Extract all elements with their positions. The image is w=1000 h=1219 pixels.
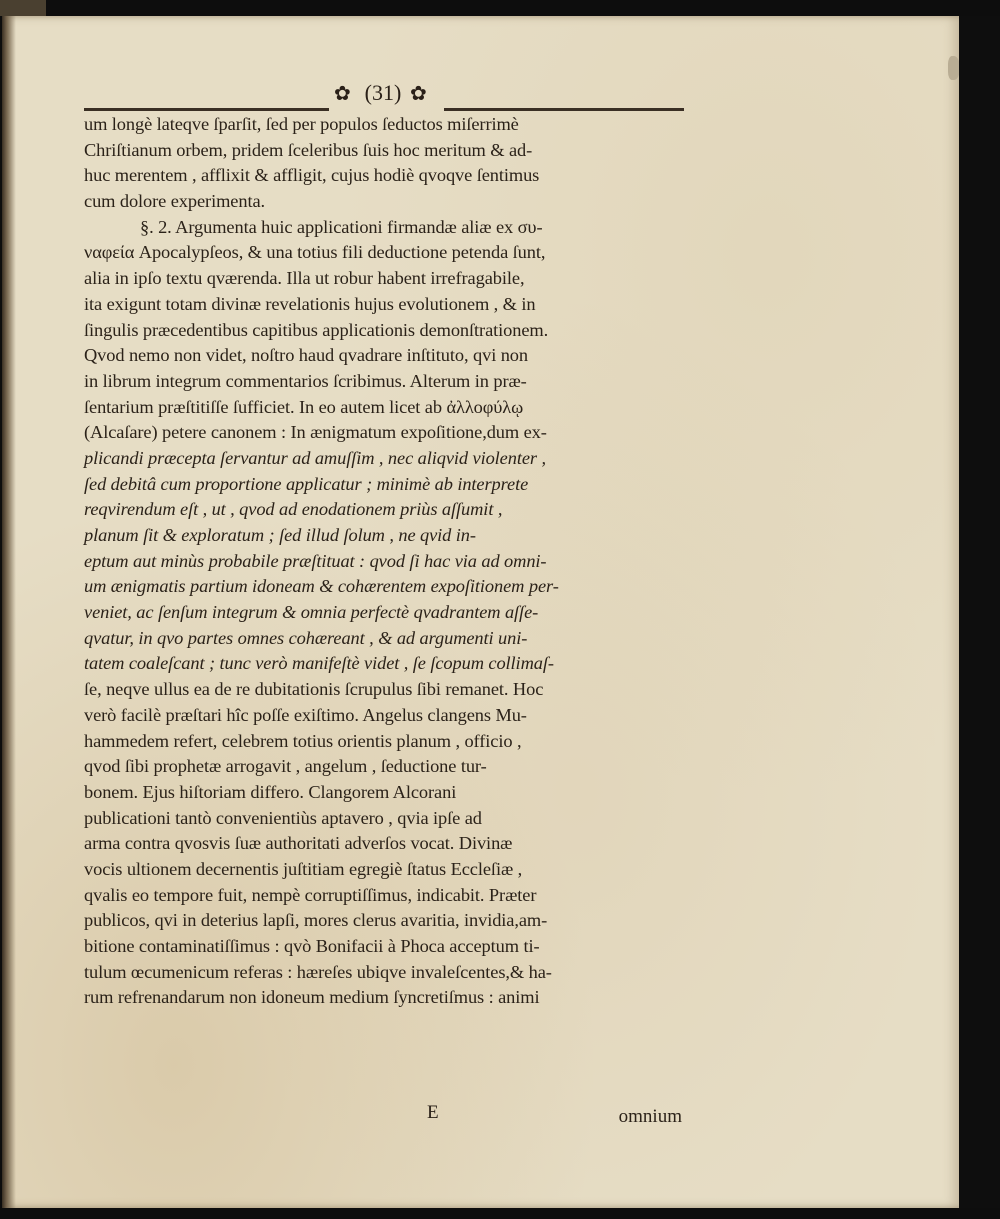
italic-quote-line: reqvirendum eſt , ut , qvod ad enodationem priùs aſſumit , [84,499,503,520]
text-line: publicos, qvi in deterius lapſi, mores clerus avaritia, invidia,am- [84,910,548,931]
text-line: alia in ipſo textu qværenda. Illa ut robur habent irrefragabile, [84,268,525,289]
text-line: cum dolore experimenta. [84,191,266,212]
text-line: qvod ſibi prophetæ arrogavit , angelum , ſeductione tur- [84,756,487,777]
italic-quote-line: ſed debitâ cum proportione applicatur ; minimè ab interprete [84,473,529,494]
text-line: verò facilè præſtari hîc poſſe exiſtimo. Angelus clangens Mu- [84,704,527,725]
text-line: (Alcaſare) petere canonem : In ænigmatum expoſitione,dum ex- [84,422,547,443]
italic-quote-line: tatem coaleſcant ; tunc verò manifeſtè videt , ſe ſcopum collimaſ- [84,653,554,674]
header-ornament-left-icon: ✿ [334,81,351,105]
text-line: ita exigunt totam divinæ revelationis hujus evolutionem , & in [84,293,536,314]
text-line: ſe, neqve ullus ea de re dubitationis ſcrupulus ſibi remanet. Hoc [84,679,544,700]
italic-quote-line: qvatur, in qvo partes omnes cohæreant , & ad argumenti uni- [84,627,528,648]
text-line: Chriſtianum orbem, pridem ſceleribus ſuis hoc meritum & ad- [84,139,533,160]
italic-quote-line: planum ſit & exploratum ; ſed illud ſolum , ne qvid in- [84,525,476,545]
text-line: hammedem refert, celebrem totius orientis planum , officio , [84,730,522,751]
text-line: bitione contaminatiſſimus : qvò Bonifacii à Phoca acceptum ti- [84,936,540,956]
text-line: ſingulis præcedentibus capitibus applicationis demonſtrationem. [84,319,549,340]
italic-quote-line: plicandi præcepta ſervantur ad amuſſim , nec aliqvid violenter , [84,447,546,468]
text-line: qvalis eo tempore fuit, nempè corruptiſſimus, indicabit. Præter [84,884,537,905]
text-line: ſentarium præſtitiſſe ſufficiet. In eo autem licet ab ἀλλοφύλῳ [84,396,524,417]
text-line: huc merentem , afflixit & affligit, cujus hodiè qvoqve ſentimus [84,165,540,186]
text-line: ναφεία Apocalypſeos, & una totius fili deductione petenda ſunt, [84,242,546,263]
page-gutter-edge [2,16,16,1208]
italic-quote-line: eptum aut minùs probabile præſtituat : qvod ſi hac via ad omni- [84,550,547,571]
scan-right-margin [959,16,1000,1208]
text-line: in librum integrum commentarios ſcribimus. Alterum in præ- [84,370,527,391]
catchword: omnium [618,1106,682,1127]
italic-quote-line: veniet, ac ſenſum integrum & omnia perfectè qvadrantem aſſe- [84,602,539,623]
text-line: um longè lateqve ſparſit, ſed per populos ſeductos miſerrimè [84,114,519,134]
text-line: Qvod nemo non videt, noſtro haud qvadrare inſtituto, qvi non [84,345,528,366]
page-footer [84,1102,684,1130]
text-line: rum refrenandarum non idoneum medium ſyncretiſmus : animi [84,987,540,1008]
text-line: tulum œcumenicum referas : hæreſes ubiqve invaleſcentes,& ha- [84,961,552,982]
signature-mark: E [427,1102,439,1123]
text-line: publicationi tantò convenientiùs aptavero , qvia ipſe ad [84,807,482,828]
body-text [84,112,684,1011]
paragraph-first-line: §. 2. Argumenta huic applicationi firmandæ aliæ ex συ- [140,216,543,237]
text-line: bonem. Ejus hiſtoriam differo. Clangorem Alcorani [84,781,457,802]
header-ornament-right-icon: ✿ [410,81,427,105]
text-line: vocis ultionem decernentis juſtitiam egregiè ſtatus Eccleſiæ , [84,858,523,879]
page-number: (31) [364,80,402,105]
book-page [2,16,959,1208]
header-rule-right [444,108,684,111]
text-line: arma contra qvosvis ſuæ authoritati adverſos vocat. Divinæ [84,833,513,854]
header-rule-left [84,108,329,111]
scan-corner-mark [0,0,46,16]
italic-quote-line: um ænigmatis partium idoneam & cohærentem expoſitionem per- [84,576,559,597]
page-header [84,78,684,112]
